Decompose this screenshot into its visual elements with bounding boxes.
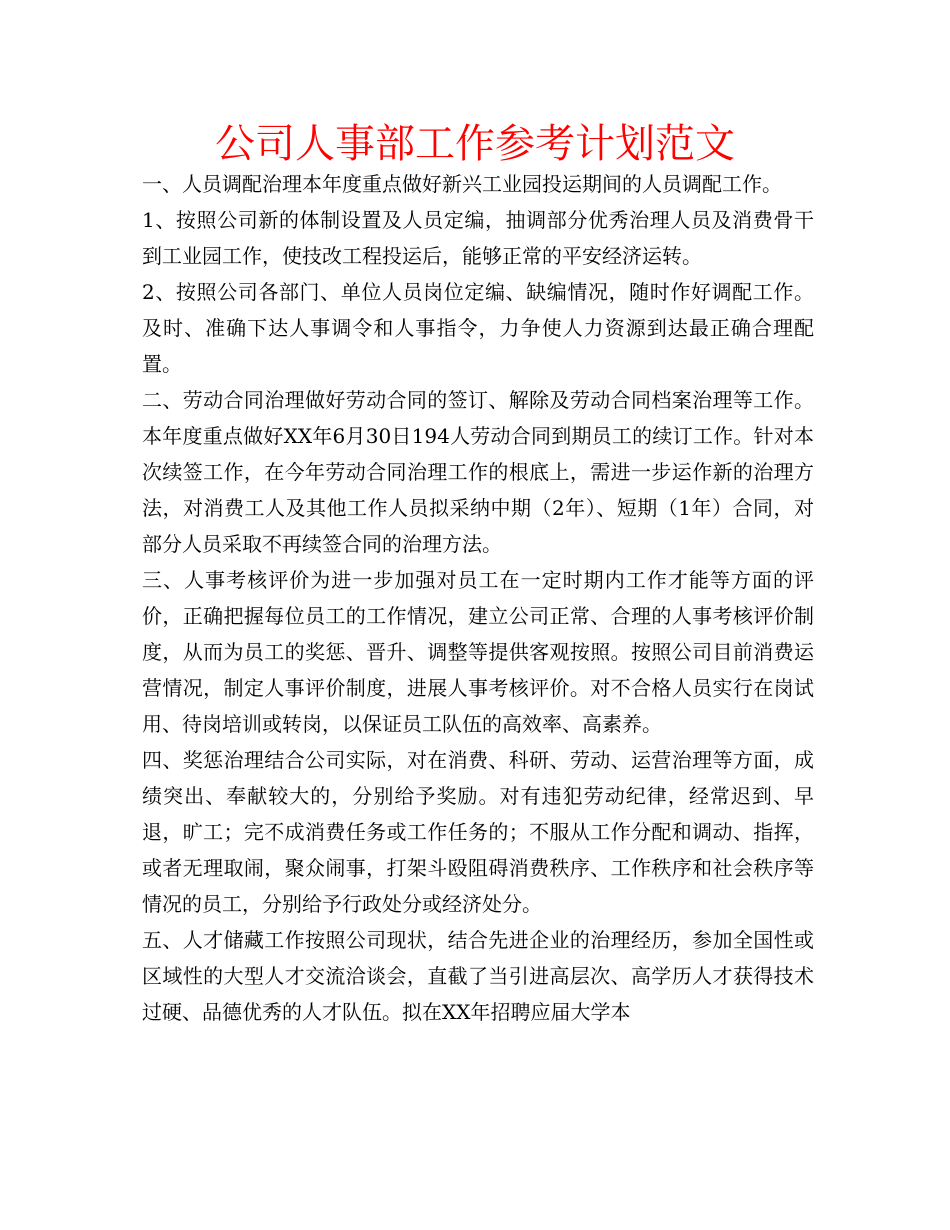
paragraph-talent-reserve: 五、人才储藏工作按照公司现状，结合先进企业的治理经历，参加全国性或区域性的大型人才交流洽谈会，直截了当引进高层次、高学历人才获得技术过硬、品德优秀的人才队伍。拟在XX年招聘应届大学本 [142, 928, 814, 1024]
document-title: 公司人事部工作参考计划范文 [215, 121, 735, 167]
document-body [142, 166, 814, 1030]
paragraph-personnel-allocation: 一、人员调配治理本年度重点做好新兴工业园投运期间的人员调配工作。 [142, 172, 782, 196]
paragraph-labor-contract: 二、劳动合同治理做好劳动合同的签订、解除及劳动合同档案治理等工作。本年度重点做好XX年6月30日194人劳动合同到期员工的续订工作。针对本次续签工作，在今年劳动合同治理工作的根底上，需进一步运作新的治理方法，对消费工人及其他工作人员拟采纳中期（2年）、短期（1年）合同，对部分人员采取不再续签合同的治理方法。 [142, 388, 814, 556]
paragraph-item-2: 2、按照公司各部门、单位人员岗位定编、缺编情况，随时作好调配工作。及时、准确下达人事调令和人事指令，力争使人力资源到达最正确合理配置。 [142, 280, 814, 376]
paragraph-rewards-penalties: 四、奖惩治理结合公司实际，对在消费、科研、劳动、运营治理等方面，成绩突出、奉献较大的，分别给予奖励。对有违犯劳动纪律，经常迟到、早退，旷工；完不成消费任务或工作任务的；不服从工作分配和调动、指挥，或者无理取闹，聚众闹事，打架斗殴阻碍消费秩序、工作秩序和社会秩序等情况的员工，分别给予行政处分或经济处分。 [142, 748, 814, 916]
paragraph-personnel-evaluation: 三、人事考核评价为进一步加强对员工在一定时期内工作才能等方面的评价，正确把握每位员工的工作情况，建立公司正常、合理的人事考核评价制度，从而为员工的奖惩、晋升、调整等提供客观按照。按照公司目前消费运营情况，制定人事评价制度，进展人事考核评价。对不合格人员实行在岗试用、待岗培训或转岗，以保证员工队伍的高效率、高素养。 [142, 568, 814, 736]
paragraph-item-1: 1、按照公司新的体制设置及人员定编，抽调部分优秀治理人员及消费骨干到工业园工作，使技改工程投运后，能够正常的平安经济运转。 [142, 208, 814, 268]
